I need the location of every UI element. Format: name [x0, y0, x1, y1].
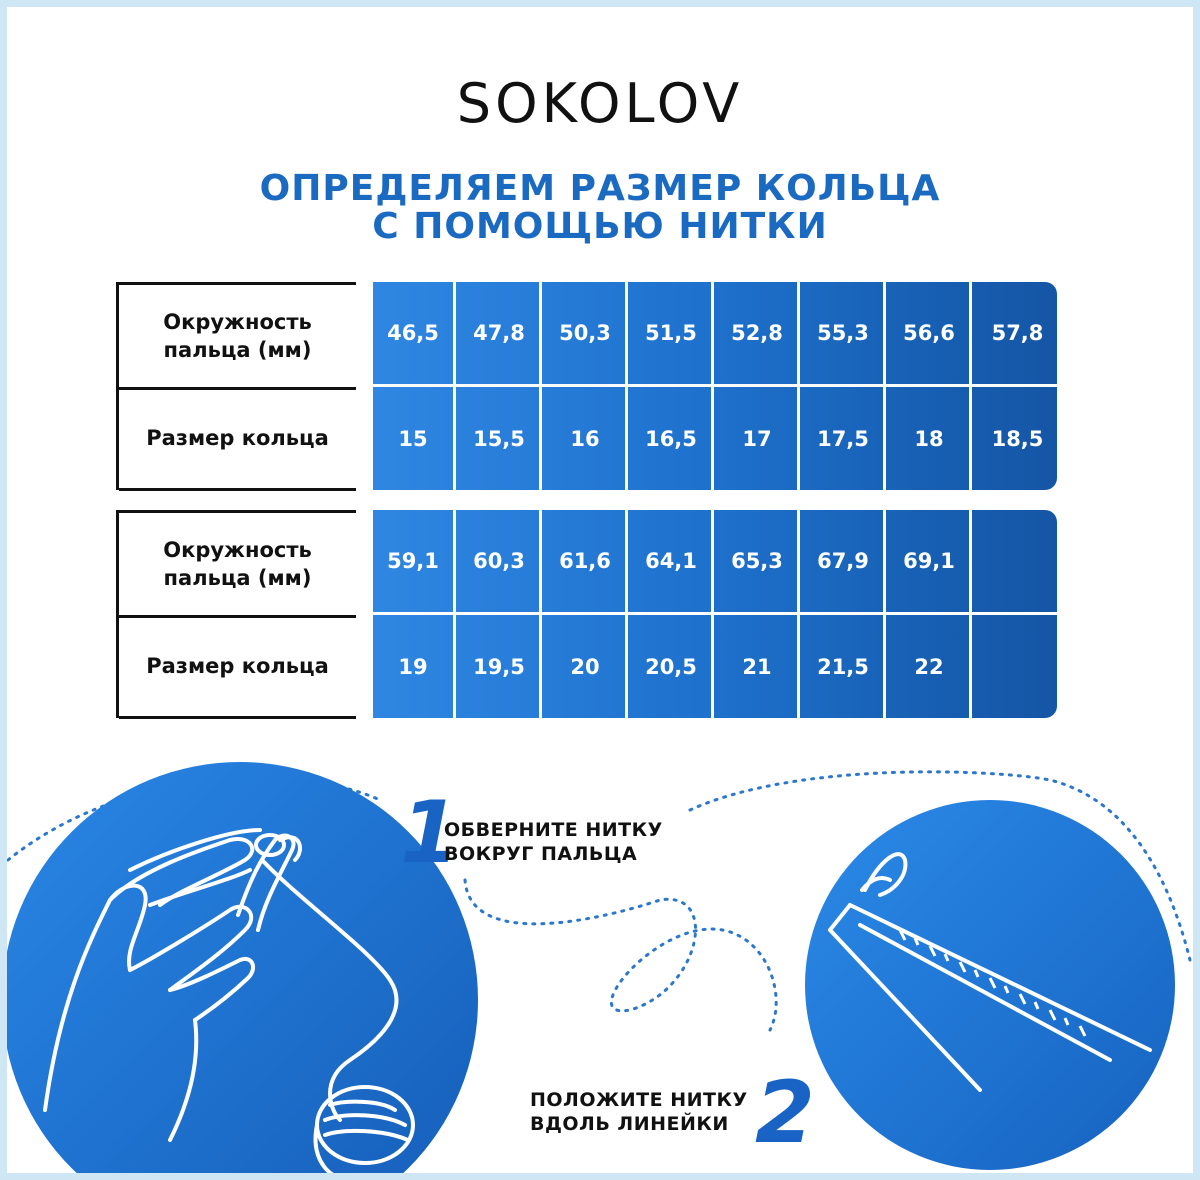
- circumference-cell: 51,5: [631, 282, 714, 384]
- title-line-2: С ПОМОЩЬЮ НИТКИ: [372, 206, 828, 247]
- circumference-cell: 60,3: [459, 510, 542, 612]
- circumference-cell: 47,8: [459, 282, 542, 384]
- label-circumference: Окружность пальца (мм): [119, 510, 356, 618]
- circumference-cell: 65,3: [717, 510, 800, 612]
- step-1-line-2: ВОКРУГ ПАЛЬЦА: [444, 843, 638, 865]
- ring-size-cell: 18,5: [991, 426, 1044, 451]
- circumference-cell: 50,3: [545, 282, 628, 384]
- label-ring-size: Размер кольца: [119, 387, 356, 491]
- ring-size-cell: 21: [717, 615, 800, 718]
- ring-size-cell: 17: [717, 387, 800, 490]
- circumference-cell: 59,1: [373, 510, 456, 612]
- step-2-text: [530, 1088, 748, 1136]
- ring-size-cell: 19: [373, 615, 456, 718]
- label-ring-size: Размер кольца: [119, 615, 356, 719]
- title-line-1: ОПРЕДЕЛЯЕМ РАЗМЕР КОЛЬЦА: [259, 168, 941, 209]
- ring-size-cell: 18: [889, 387, 972, 490]
- circumference-cell: 69,1: [889, 510, 972, 612]
- ring-size-cell: 16,5: [631, 387, 714, 490]
- circumference-cell: 52,8: [717, 282, 800, 384]
- step-2-number: 2: [755, 1063, 815, 1163]
- circumference-cell: 61,6: [545, 510, 628, 612]
- circumference-cell: 64,1: [631, 510, 714, 612]
- ring-size-cell: 15,5: [459, 387, 542, 490]
- brand-logo: SOKOLOV: [456, 72, 744, 135]
- ruler-thread-icon: [805, 800, 1175, 1170]
- ring-size-cell: 16: [545, 387, 628, 490]
- ring-size-cell: 22: [889, 615, 972, 718]
- label-circumference: Окружность пальца (мм): [119, 282, 356, 390]
- ring-size-cell: 17,5: [803, 387, 886, 490]
- circumference-cell: 67,9: [803, 510, 886, 612]
- ring-size-cell: 21,5: [803, 615, 886, 718]
- circumference-cell: 56,6: [889, 282, 972, 384]
- circumference-cell: 46,5: [373, 282, 456, 384]
- step-1-text: [444, 818, 663, 866]
- ring-size-cell: 20: [545, 615, 628, 718]
- ring-size-cell: 20,5: [631, 615, 714, 718]
- circumference-cell: 57,8: [991, 321, 1044, 345]
- ring-size-cell: 15: [373, 387, 456, 490]
- step-1-line-1: ОБВЕРНИТЕ НИТКУ: [444, 819, 663, 841]
- step-2-line-1: ПОЛОЖИТЕ НИТКУ: [530, 1089, 748, 1111]
- circumference-cell: 55,3: [803, 282, 886, 384]
- step-1-number: 1: [400, 783, 460, 883]
- ring-size-cell: 19,5: [459, 615, 542, 718]
- step-2-line-2: ВДОЛЬ ЛИНЕЙКИ: [530, 1113, 729, 1135]
